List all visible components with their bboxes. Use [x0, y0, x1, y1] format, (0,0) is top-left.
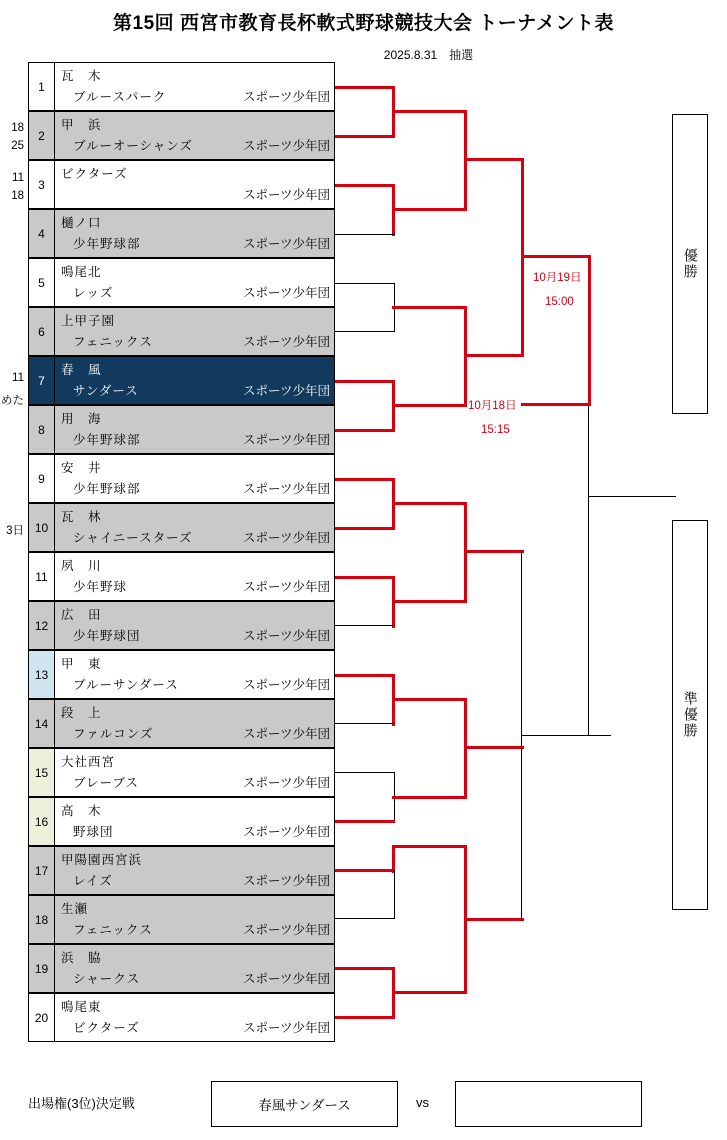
- entry-suffix: スポーツ少年団: [242, 384, 330, 398]
- entry-suffix: スポーツ少年団: [242, 335, 330, 349]
- bracket-entry-18[interactable]: [28, 895, 335, 944]
- left-note: 25: [11, 140, 24, 152]
- match-label-date: 10月18日: [468, 400, 517, 412]
- entry-number: 17: [29, 847, 55, 894]
- bracket-line: [392, 110, 467, 113]
- entry-line1: 瓦 木: [61, 69, 102, 83]
- bracket-line: [464, 918, 524, 921]
- entry-number: 7: [29, 357, 55, 404]
- entry-line1: 甲 東: [61, 657, 102, 671]
- bracket-line: [521, 735, 611, 736]
- bracket-entry-1[interactable]: [28, 62, 335, 111]
- bracket-line: [335, 283, 395, 284]
- match-label-time: 15:15: [481, 424, 510, 436]
- entry-suffix: スポーツ少年団: [242, 629, 330, 643]
- entry-suffix: スポーツ少年団: [242, 188, 330, 202]
- playoff-label: 出場権(3位)決定戦: [28, 1096, 135, 1111]
- entry-number: 8: [29, 406, 55, 453]
- entry-line2: 少年野球: [73, 580, 128, 594]
- bracket-line: [521, 255, 591, 258]
- entry-suffix: スポーツ少年団: [242, 776, 330, 790]
- entry-suffix: スポーツ少年団: [242, 1021, 330, 1035]
- bracket-line: [335, 86, 395, 89]
- bracket-entry-10[interactable]: [28, 503, 335, 552]
- bracket-line: [335, 135, 395, 138]
- bracket-line: [392, 796, 467, 799]
- entry-line1: 段 上: [61, 706, 102, 720]
- entry-line1: 大社西宮: [61, 755, 116, 769]
- entry-suffix: スポーツ少年団: [242, 825, 330, 839]
- entry-body: [55, 798, 334, 845]
- left-note: 18: [11, 190, 24, 202]
- bracket-line: [335, 967, 395, 970]
- bracket-entry-17[interactable]: [28, 846, 335, 895]
- entry-line2: 野球団: [73, 825, 114, 839]
- entry-suffix: スポーツ少年団: [242, 727, 330, 741]
- left-note: 11: [12, 172, 24, 184]
- entry-body: [55, 406, 334, 453]
- page-title: 第15回 西宮市教育長杯軟式野球競技大会 トーナメント表: [113, 13, 614, 34]
- entry-body: [55, 504, 334, 551]
- entry-line2: ファルコンズ: [73, 727, 154, 741]
- entry-body: [55, 896, 334, 943]
- entry-line1: 用 海: [61, 412, 102, 426]
- entry-body: [55, 847, 334, 894]
- bracket-entry-8[interactable]: [28, 405, 335, 454]
- bracket-line: [392, 991, 467, 994]
- entry-suffix: スポーツ少年団: [242, 531, 330, 545]
- bracket-line: [392, 845, 395, 873]
- entry-suffix: スポーツ少年団: [242, 972, 330, 986]
- entry-body: [55, 161, 334, 208]
- left-note: 18: [11, 122, 24, 134]
- bracket-entry-14[interactable]: [28, 699, 335, 748]
- bracket-line: [392, 698, 467, 701]
- entry-line2: ブルーサンダース: [73, 678, 179, 692]
- bracket-line: [521, 747, 522, 748]
- entry-line1: ビクターズ: [61, 167, 128, 181]
- bracket-line: [335, 918, 395, 919]
- entry-number: 11: [29, 553, 55, 600]
- entry-number: 9: [29, 455, 55, 502]
- entry-body: [55, 308, 334, 355]
- bracket-entry-5[interactable]: [28, 258, 335, 307]
- entry-line2: シャイニースターズ: [73, 531, 193, 545]
- runner-up-label: 準優勝: [682, 691, 699, 739]
- entry-line2: フェニックス: [73, 335, 153, 349]
- entry-line1: 鳴尾北: [61, 265, 102, 279]
- bracket-entry-2[interactable]: [28, 111, 335, 160]
- bracket-entry-13[interactable]: [28, 650, 335, 699]
- bracket-line: [392, 404, 467, 407]
- entry-body: [55, 700, 334, 747]
- bracket-line: [464, 158, 524, 161]
- entry-line1: 高 木: [61, 804, 102, 818]
- bracket-line: [335, 625, 395, 626]
- bracket-line: [335, 527, 395, 530]
- champion-label: 優勝: [682, 248, 699, 280]
- entry-line1: 浜 脇: [61, 951, 102, 965]
- entry-number: 12: [29, 602, 55, 649]
- playoff-team1: 春風サンダース: [258, 1098, 351, 1113]
- bracket-line: [464, 746, 524, 749]
- left-note: 11: [12, 372, 24, 384]
- match-label-date: 10月19日: [533, 272, 582, 284]
- playoff-team1-box[interactable]: [211, 1081, 398, 1127]
- entry-line1: 上甲子園: [61, 314, 116, 328]
- bracket-line: [392, 502, 467, 505]
- bracket-line: [588, 496, 676, 497]
- bracket-line: [335, 429, 395, 432]
- entry-line1: 鳴尾東: [61, 1000, 102, 1014]
- entry-line1: 安 井: [61, 461, 102, 475]
- playoff-team2-box[interactable]: [455, 1081, 642, 1127]
- bracket-line: [392, 600, 467, 603]
- bracket-entry-16[interactable]: [28, 797, 335, 846]
- bracket-line: [335, 723, 395, 724]
- entry-suffix: スポーツ少年団: [242, 286, 330, 300]
- entry-line2: ビクターズ: [73, 1021, 140, 1035]
- entry-line1: 生瀬: [61, 902, 89, 916]
- entry-body: [55, 651, 334, 698]
- draw-date: 2025.8.31 抽選: [383, 48, 474, 62]
- entry-body: [55, 455, 334, 502]
- entry-line2: レイズ: [73, 874, 113, 888]
- bracket-line: [335, 234, 395, 235]
- entry-number: 14: [29, 700, 55, 747]
- entry-suffix: スポーツ少年団: [242, 923, 330, 937]
- bracket-line: [335, 478, 395, 481]
- bracket-line: [335, 820, 395, 823]
- entry-suffix: スポーツ少年団: [242, 678, 330, 692]
- entry-body: [55, 259, 334, 306]
- entry-body: [55, 553, 334, 600]
- entry-number: 2: [29, 112, 55, 159]
- entry-number: 15: [29, 749, 55, 796]
- entry-line1: 樋ノ口: [61, 216, 102, 230]
- entry-number: 6: [29, 308, 55, 355]
- bracket-line: [394, 870, 395, 918]
- entry-line2: ブルーオーシャンズ: [73, 139, 193, 153]
- entry-number: 5: [29, 259, 55, 306]
- bracket-line: [464, 550, 524, 553]
- bracket-line: [335, 331, 395, 332]
- entry-line1: 甲 浜: [61, 118, 102, 132]
- match-label-time: 15:00: [545, 296, 574, 308]
- entry-line1: 甲陽園西宮浜: [61, 853, 143, 867]
- runner-up-box: [672, 520, 708, 910]
- entry-suffix: スポーツ少年団: [242, 580, 330, 594]
- entry-suffix: スポーツ少年団: [242, 874, 330, 888]
- entry-line1: 瓦 林: [61, 510, 102, 524]
- entry-body: [55, 112, 334, 159]
- entry-line2: ブルースパーク: [73, 90, 167, 104]
- bracket-line: [335, 674, 395, 677]
- bracket-entry-11[interactable]: [28, 552, 335, 601]
- bracket-line: [335, 380, 395, 383]
- bracket-entry-3[interactable]: [28, 160, 335, 209]
- entry-suffix: スポーツ少年団: [242, 139, 330, 153]
- bracket-entry-9[interactable]: [28, 454, 335, 503]
- bracket-line: [335, 869, 395, 872]
- bracket-line: [335, 772, 395, 773]
- bracket-line: [335, 1016, 395, 1019]
- entry-line2: フェニックス: [73, 923, 153, 937]
- entry-number: 10: [29, 504, 55, 551]
- entry-line2: 少年野球部: [73, 237, 141, 251]
- entry-line1: 広 田: [61, 608, 102, 622]
- entry-suffix: スポーツ少年団: [242, 482, 330, 496]
- bracket-line: [392, 306, 467, 309]
- entry-body: [55, 357, 334, 404]
- playoff-vs: vs: [416, 1095, 429, 1110]
- bracket-entry-7[interactable]: [28, 356, 335, 405]
- champion-box: [672, 114, 708, 414]
- entry-line2: シャークス: [73, 972, 141, 986]
- entry-body: [55, 63, 334, 110]
- entry-number: 3: [29, 161, 55, 208]
- entry-line2: 少年野球部: [73, 433, 141, 447]
- entry-number: 20: [29, 994, 55, 1041]
- bracket-line: [392, 208, 467, 211]
- entry-number: 19: [29, 945, 55, 992]
- left-note: 3日: [6, 525, 24, 537]
- entry-number: 4: [29, 210, 55, 257]
- bracket-line: [335, 184, 395, 187]
- entry-body: [55, 749, 334, 796]
- entry-number: 18: [29, 896, 55, 943]
- bracket-entry-19[interactable]: [28, 944, 335, 993]
- left-note: めた: [1, 395, 24, 407]
- entry-number: 16: [29, 798, 55, 845]
- entry-body: [55, 994, 334, 1041]
- entry-line2: 少年野球団: [73, 629, 141, 643]
- bracket-line: [521, 403, 591, 406]
- entry-suffix: スポーツ少年団: [242, 433, 330, 447]
- bracket-entry-12[interactable]: [28, 601, 335, 650]
- entry-line2: 少年野球部: [73, 482, 141, 496]
- entry-line2: ブレーブス: [73, 776, 139, 790]
- entry-body: [55, 210, 334, 257]
- bracket-entry-4[interactable]: [28, 209, 335, 258]
- bracket-entry-6[interactable]: [28, 307, 335, 356]
- entry-number: 1: [29, 63, 55, 110]
- bracket-line: [335, 576, 395, 579]
- entry-suffix: スポーツ少年団: [242, 237, 330, 251]
- entry-suffix: スポーツ少年団: [242, 90, 330, 104]
- bracket-line: [588, 255, 591, 405]
- bracket-entry-15[interactable]: [28, 748, 335, 797]
- bracket-entry-20[interactable]: [28, 993, 335, 1042]
- entry-number: 13: [29, 651, 55, 698]
- entry-line2: レッズ: [73, 286, 114, 300]
- entry-line2: サンダース: [73, 384, 139, 398]
- entry-line1: 夙 川: [61, 559, 102, 573]
- bracket-line: [464, 354, 524, 357]
- entry-line1: 春 風: [61, 363, 102, 377]
- entry-body: [55, 602, 334, 649]
- entry-body: [55, 945, 334, 992]
- bracket-line: [392, 845, 467, 848]
